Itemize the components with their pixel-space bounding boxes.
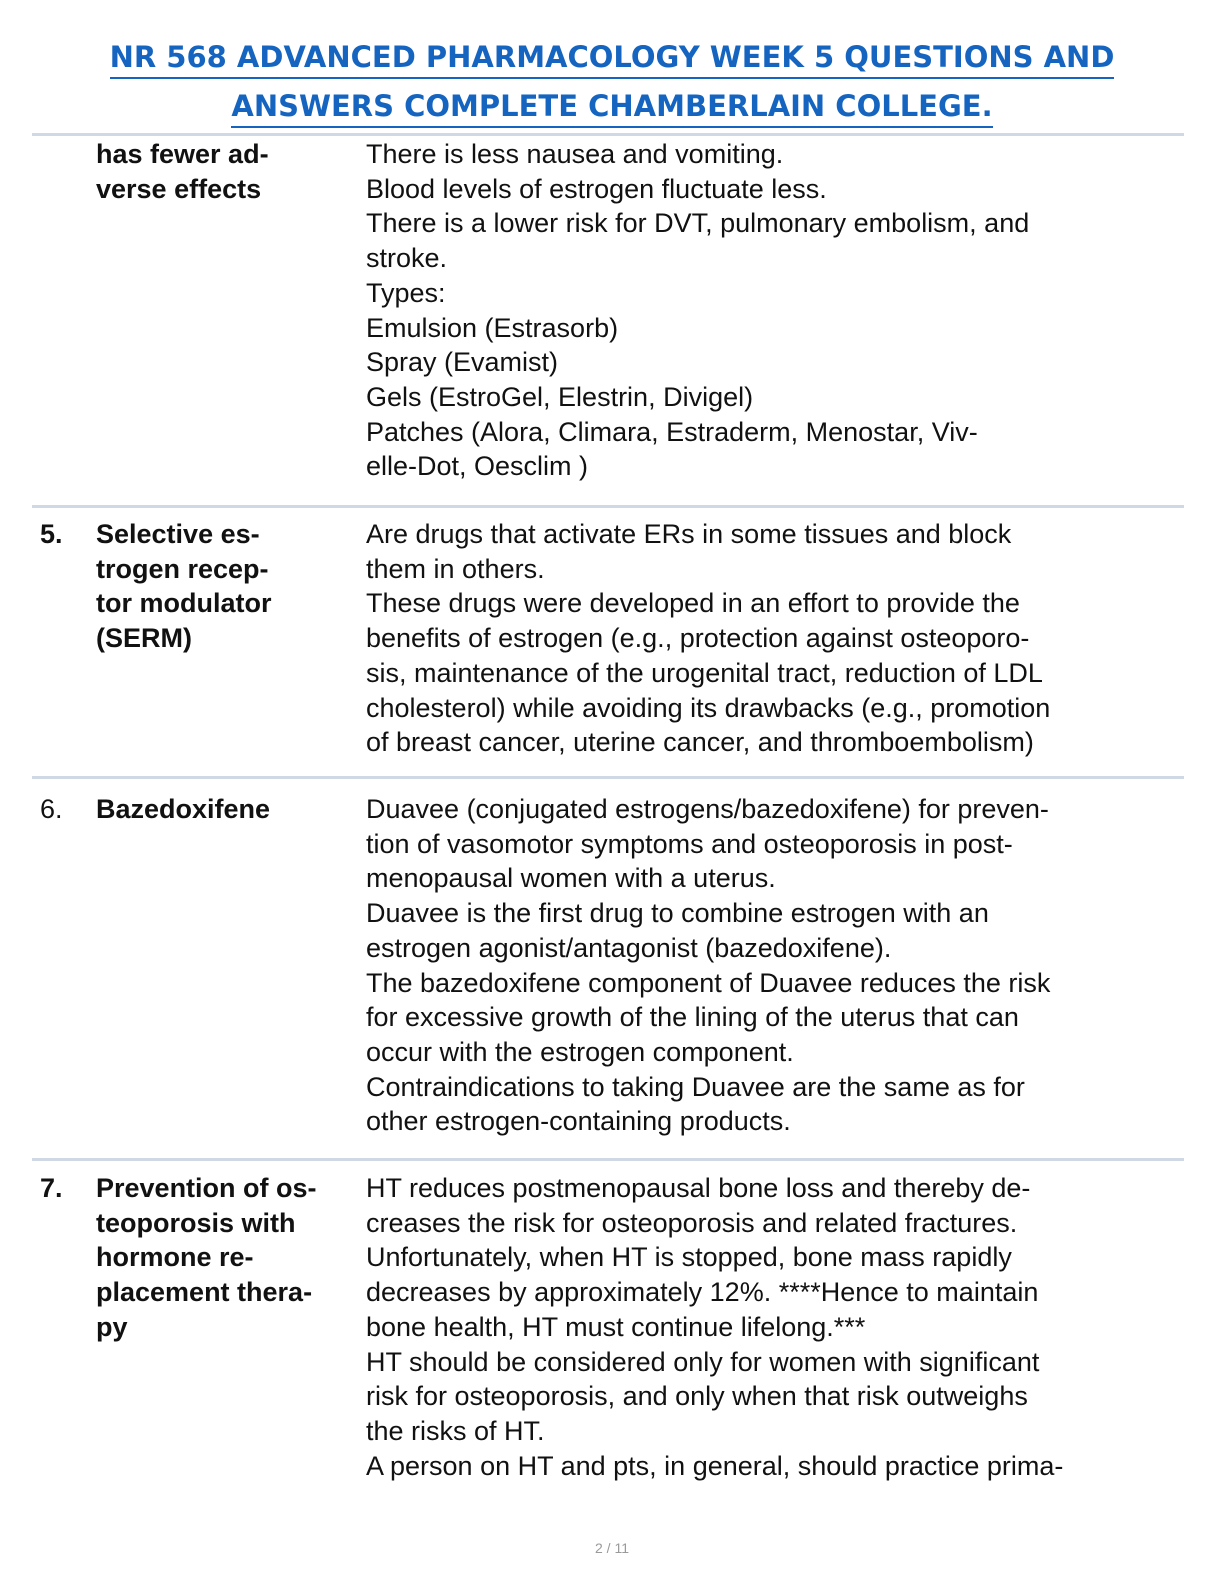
entry-term: Prevention of os- teoporosis with hormone re- placement thera- py (96, 1173, 317, 1342)
entry-term: Selective es- trogen recep- tor modulator (SERM) (96, 519, 272, 654)
entry-number: 5. (40, 519, 63, 549)
entry-definition: Are drugs that activate ERs in some tissues and block them in others. These drugs were developed in an effort to provide the benefits of estrogen (e.g., protection against osteoporo- sis, maintenance of the urogenital tract, reduction of LDL cholesterol) while avoiding its drawbacks (e.g., promotion of breast cancer, uterine cancer, and thromboembolism) (366, 519, 1051, 758)
entry-term: Bazedoxifene (96, 794, 271, 824)
page-number: 2 / 11 (595, 1540, 629, 1556)
entry-definition: Duavee (conjugated estrogens/bazedoxifene) for preven- tion of vasomotor symptoms and osteoporosis in post- menopausal women with a uterus. Duavee is the first drug to combine estrogen with an estrogen agonist/antagonist (bazedoxifene). The bazedoxifene component of Duavee reduces the risk for excessive growth of the lining of the uterus that can occur with the estrogen component. Contraindications to taking Duavee are the same as for other estrogen-containing products. (366, 794, 1051, 1137)
entry-number: 7. (40, 1173, 63, 1203)
section-divider (32, 133, 1184, 136)
section-divider (32, 776, 1184, 779)
document-title[interactable] (0, 34, 1224, 132)
document-title-line-1[interactable]: NR 568 ADVANCED PHARMACOLOGY WEEK 5 QUESTIONS AND (110, 37, 1115, 79)
entry-number: 6. (40, 794, 63, 824)
entry-definition: HT reduces postmenopausal bone loss and thereby de- creases the risk for osteoporosis and related fractures. Unfortunately, when HT is stopped, bone mass rapidly decreases by approximately 12%. ****Hence to maintain bone health, HT must continue lifelong.*** HT should be considered only for women with significant risk for osteoporosis, and only when that risk outweighs the risks of HT. A person on HT and pts, in general, should practice prima- (366, 1173, 1064, 1481)
document-title-line-2[interactable]: ANSWERS COMPLETE CHAMBERLAIN COLLEGE. (231, 86, 992, 128)
section-divider (32, 505, 1184, 508)
section-divider (32, 1158, 1184, 1161)
entry-term: has fewer ad- verse effects (96, 139, 269, 204)
entry-definition: There is less nausea and vomiting. Blood levels of estrogen fluctuate less. There is a lower risk for DVT, pulmonary embolism, and stroke. Types: Emulsion (Estrasorb) Spray (Evamist) Gels (EstroGel, Elestrin, Divigel) Patches (Alora, Climara, Estraderm, Menostar, Viv- elle-Dot, Oesclim ) (366, 139, 1030, 482)
